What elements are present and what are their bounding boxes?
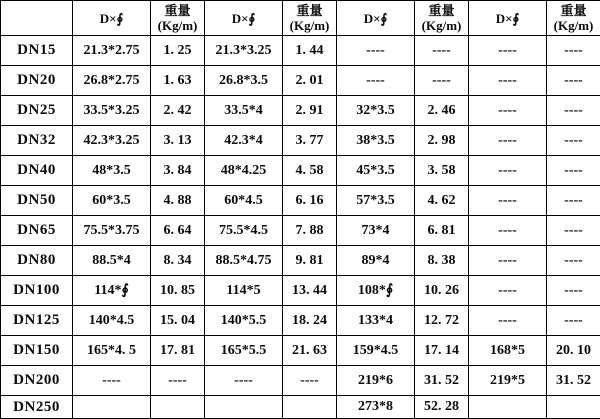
cell-weight-3: ---- xyxy=(415,66,469,96)
cell-dim-3: 45*3.5 xyxy=(337,156,415,186)
cell-weight-2: 2. 91 xyxy=(283,96,337,126)
header-weight-1 xyxy=(151,1,205,36)
cell-dim-1: 88.5*4 xyxy=(73,246,151,276)
cell-weight-2: 2. 01 xyxy=(283,66,337,96)
cell-dim-3: 32*3.5 xyxy=(337,96,415,126)
cell-dim-3: 89*4 xyxy=(337,246,415,276)
cell-weight-1: 4. 88 xyxy=(151,186,205,216)
cell-weight-4: ---- xyxy=(547,186,600,216)
header-dim-2: D×∮ xyxy=(205,1,283,36)
cell-weight-4: ---- xyxy=(547,96,600,126)
cell-weight-1 xyxy=(151,396,205,419)
cell-weight-1: 3. 84 xyxy=(151,156,205,186)
cell-weight-1: 15. 04 xyxy=(151,306,205,336)
cell-dim-1: 42.3*3.25 xyxy=(73,126,151,156)
header-weight-4 xyxy=(547,1,600,36)
cell-dim-4 xyxy=(469,396,547,419)
row-label: DN32 xyxy=(1,126,73,156)
table-row xyxy=(1,276,600,306)
cell-dim-2: 88.5*4.75 xyxy=(205,246,283,276)
cell-weight-1: ---- xyxy=(151,366,205,396)
cell-dim-3: 219*6 xyxy=(337,366,415,396)
cell-weight-2: 13. 44 xyxy=(283,276,337,306)
cell-dim-4: ---- xyxy=(469,246,547,276)
table-row xyxy=(1,216,600,246)
cell-weight-2: 1. 44 xyxy=(283,36,337,66)
table-row xyxy=(1,66,600,96)
cell-weight-3: 8. 38 xyxy=(415,246,469,276)
cell-weight-4: ---- xyxy=(547,126,600,156)
table-row xyxy=(1,186,600,216)
cell-weight-1: 10. 85 xyxy=(151,276,205,306)
table-header xyxy=(1,1,600,36)
cell-dim-4: ---- xyxy=(469,306,547,336)
row-label: DN50 xyxy=(1,186,73,216)
header-weight-4-line2: (Kg/m) xyxy=(547,18,600,33)
cell-weight-1: 3. 13 xyxy=(151,126,205,156)
cell-weight-2 xyxy=(283,396,337,419)
cell-dim-3: 273*8 xyxy=(337,396,415,419)
table-row xyxy=(1,156,600,186)
cell-dim-1: 26.8*2.75 xyxy=(73,66,151,96)
cell-weight-1: 1. 63 xyxy=(151,66,205,96)
cell-weight-1: 6. 64 xyxy=(151,216,205,246)
header-weight-3 xyxy=(415,1,469,36)
cell-dim-1: 114*∮ xyxy=(73,276,151,306)
cell-dim-1: 75.5*3.75 xyxy=(73,216,151,246)
cell-dim-4: ---- xyxy=(469,126,547,156)
cell-weight-3: 6. 81 xyxy=(415,216,469,246)
cell-weight-4: ---- xyxy=(547,66,600,96)
row-label: DN125 xyxy=(1,306,73,336)
cell-weight-2: 21. 63 xyxy=(283,336,337,366)
cell-dim-4: 168*5 xyxy=(469,336,547,366)
cell-dim-2: 140*5.5 xyxy=(205,306,283,336)
cell-weight-4: ---- xyxy=(547,246,600,276)
cell-weight-4: ---- xyxy=(547,276,600,306)
cell-dim-2: 42.3*4 xyxy=(205,126,283,156)
cell-weight-1: 8. 34 xyxy=(151,246,205,276)
cell-dim-2: 33.5*4 xyxy=(205,96,283,126)
row-label: DN40 xyxy=(1,156,73,186)
table-row xyxy=(1,96,600,126)
cell-weight-3: 3. 58 xyxy=(415,156,469,186)
cell-dim-2: ---- xyxy=(205,366,283,396)
cell-weight-3: 4. 62 xyxy=(415,186,469,216)
header-weight-1-line2: (Kg/m) xyxy=(151,18,204,33)
cell-dim-4: ---- xyxy=(469,156,547,186)
header-weight-3-line2: (Kg/m) xyxy=(415,18,468,33)
cell-weight-4: 20. 10 xyxy=(547,336,600,366)
table-row xyxy=(1,246,600,276)
table-row xyxy=(1,396,600,419)
header-weight-3-line1: 重量 xyxy=(415,3,468,18)
cell-weight-3: 52. 28 xyxy=(415,396,469,419)
cell-dim-3: 57*3.5 xyxy=(337,186,415,216)
cell-dim-2: 75.5*4.5 xyxy=(205,216,283,246)
cell-dim-4: ---- xyxy=(469,186,547,216)
cell-dim-1: 165*4. 5 xyxy=(73,336,151,366)
table-row xyxy=(1,336,600,366)
cell-dim-1: 21.3*2.75 xyxy=(73,36,151,66)
cell-dim-1 xyxy=(73,396,151,419)
cell-dim-4: ---- xyxy=(469,66,547,96)
cell-dim-3: 133*4 xyxy=(337,306,415,336)
cell-weight-2: 6. 16 xyxy=(283,186,337,216)
cell-weight-4: ---- xyxy=(547,306,600,336)
cell-dim-1: 60*3.5 xyxy=(73,186,151,216)
cell-dim-3: 73*4 xyxy=(337,216,415,246)
cell-dim-4: ---- xyxy=(469,96,547,126)
row-label: DN200 xyxy=(1,366,73,396)
header-row xyxy=(1,1,600,36)
cell-dim-4: ---- xyxy=(469,216,547,246)
cell-dim-2: 48*4.25 xyxy=(205,156,283,186)
header-weight-1-line1: 重量 xyxy=(151,3,204,18)
cell-dim-3: ---- xyxy=(337,36,415,66)
cell-weight-4: ---- xyxy=(547,156,600,186)
row-label: DN250 xyxy=(1,396,73,419)
row-label: DN65 xyxy=(1,216,73,246)
cell-dim-1: 33.5*3.25 xyxy=(73,96,151,126)
header-weight-2 xyxy=(283,1,337,36)
cell-weight-1: 2. 42 xyxy=(151,96,205,126)
cell-weight-4: ---- xyxy=(547,216,600,246)
cell-weight-3: 31. 52 xyxy=(415,366,469,396)
row-label: DN20 xyxy=(1,66,73,96)
table-row xyxy=(1,366,600,396)
cell-weight-3: 17. 14 xyxy=(415,336,469,366)
cell-weight-3: 10. 26 xyxy=(415,276,469,306)
cell-dim-1: 48*3.5 xyxy=(73,156,151,186)
cell-dim-1: 140*4.5 xyxy=(73,306,151,336)
header-weight-2-line1: 重量 xyxy=(283,3,336,18)
cell-dim-1: ---- xyxy=(73,366,151,396)
cell-weight-2: 7. 88 xyxy=(283,216,337,246)
cell-dim-2: 60*4.5 xyxy=(205,186,283,216)
cell-weight-3: 12. 72 xyxy=(415,306,469,336)
cell-weight-2: ---- xyxy=(283,366,337,396)
row-label: DN25 xyxy=(1,96,73,126)
cell-weight-2: 18. 24 xyxy=(283,306,337,336)
cell-weight-4 xyxy=(547,396,600,419)
cell-dim-4: ---- xyxy=(469,276,547,306)
row-label: DN80 xyxy=(1,246,73,276)
cell-weight-1: 17. 81 xyxy=(151,336,205,366)
cell-dim-2 xyxy=(205,396,283,419)
row-label: DN100 xyxy=(1,276,73,306)
cell-weight-3: 2. 46 xyxy=(415,96,469,126)
row-label: DN150 xyxy=(1,336,73,366)
cell-dim-2: 26.8*3.5 xyxy=(205,66,283,96)
cell-weight-3: ---- xyxy=(415,36,469,66)
header-dim-4: D×∮ xyxy=(469,1,547,36)
cell-dim-3: ---- xyxy=(337,66,415,96)
cell-dim-4: ---- xyxy=(469,36,547,66)
header-weight-2-line2: (Kg/m) xyxy=(283,18,336,33)
cell-dim-3: 159*4.5 xyxy=(337,336,415,366)
cell-weight-3: 2. 98 xyxy=(415,126,469,156)
header-dim-3: D×∮ xyxy=(337,1,415,36)
table-row xyxy=(1,36,600,66)
cell-weight-2: 9. 81 xyxy=(283,246,337,276)
cell-dim-3: 38*3.5 xyxy=(337,126,415,156)
header-dim-1: D×∮ xyxy=(73,1,151,36)
cell-dim-2: 21.3*3.25 xyxy=(205,36,283,66)
cell-weight-2: 4. 58 xyxy=(283,156,337,186)
cell-dim-2: 114*5 xyxy=(205,276,283,306)
cell-dim-3: 108*∮ xyxy=(337,276,415,306)
cell-weight-4: 31. 52 xyxy=(547,366,600,396)
header-weight-4-line1: 重量 xyxy=(547,3,600,18)
table-row xyxy=(1,126,600,156)
cell-dim-4: 219*5 xyxy=(469,366,547,396)
cell-weight-2: 3. 77 xyxy=(283,126,337,156)
cell-weight-1: 1. 25 xyxy=(151,36,205,66)
cell-weight-4: ---- xyxy=(547,36,600,66)
table-row xyxy=(1,306,600,336)
cell-dim-2: 165*5.5 xyxy=(205,336,283,366)
table-body xyxy=(1,36,600,419)
header-corner-cell xyxy=(1,1,73,36)
row-label: DN15 xyxy=(1,36,73,66)
